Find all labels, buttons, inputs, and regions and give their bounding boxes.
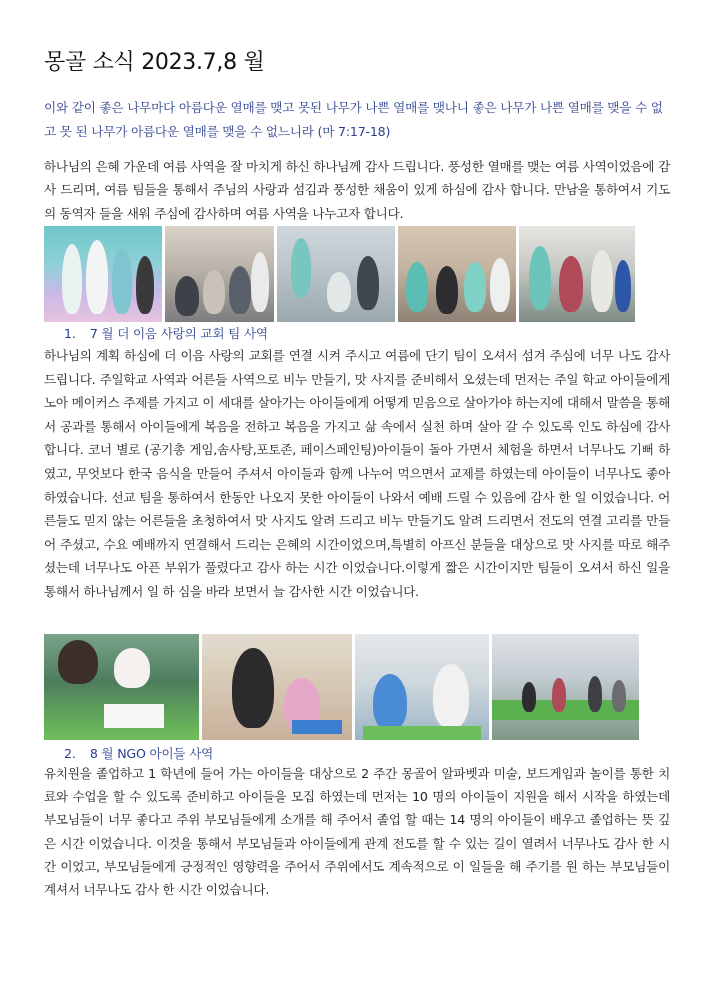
intro-paragraph: 하나님의 은혜 가운데 여름 사역을 잘 마치게 하신 하나님께 감사 드립니다. 풍성한 열매를 맺는 여름 사역이었음에 감사 드리며, 여름 팀들을 통해서 주님의 사랑과 섬김과 풍성한 채움이 있게 하심에 감사 합니다. 만남을 통하여서 기도의 동역자 들을 새워 주심에 감사하며 여름 사역을 나누고자 합니다. (44, 159, 670, 221)
section-body-ngo: 유치원을 졸업하고 1 학년에 들어 가는 아이들을 대상으로 2 주간 몽골어 알파벳과 미술, 보드게임과 놀이를 통한 치료와 수업을 할 수 있도록 준비하고 아이들을 모집 하였는데 먼저는 10 명의 아이들이 지원을 해서 시작을 하였는데 부모님들이 너무 좋다고 주위 부모님들에게 소개를 해 주어서 졸업 할 때는 14 명의 아이들이 배우고 졸업하는 뜻 깊은 시간 이었습니다. 이것을 통해서 부모님들과 아이들에게 관계 전도를 할 수 있는 길이 열려서 너무나도 감사 한 시간 이었고, 부모님들에게 긍정적인 영향력을 주어서 주위에서도 계속적으로 이 일들을 해 주기를 원 하는 부모님들이 계셔서 너무나도 감사 한 시간 이었습니다. (44, 766, 670, 898)
section-heading-summer-team (64, 323, 268, 342)
section-number: 2. (64, 746, 76, 761)
section-title: 8 월 NGO 아이들 사역 (89, 746, 214, 761)
photo-children-class (355, 634, 489, 740)
photo-children-group (44, 226, 162, 322)
photo-classroom-worship (165, 226, 274, 322)
photo-teacher-with-children (202, 634, 352, 740)
ngo-children-photo-row (44, 634, 639, 740)
section-heading-ngo (64, 743, 213, 762)
scripture-verse: 이와 같이 좋은 나무마다 아름다운 열매를 맺고 못된 나무가 나쁜 열매를 맺나니 좋은 나무가 나쁜 열매를 맺을 수 없고 못 된 나무가 아름다운 열매를 맺을 수 없느니라 (마 7:17-18) (44, 100, 663, 139)
section-title: 7 월 더 이음 사랑의 교회 팀 사역 (89, 326, 268, 341)
page-title: 몽골 소식 2023.7,8 월 (44, 50, 265, 75)
photo-graduation-gathering (492, 634, 639, 740)
photo-circle-meeting (398, 226, 516, 322)
section-number: 1. (64, 326, 76, 341)
photo-adults-massage (519, 226, 635, 322)
photo-children-art-table (44, 634, 199, 740)
section-body-summer-team: 하나님의 계획 하심에 더 이음 사랑의 교회를 연결 시켜 주시고 여름에 단기 팀이 오셔서 섬겨 주심에 너무 나도 감사 드립니다. 주일학교 사역과 어른들 사역으로 비누 만들기, 맛 사지를 준비해서 오셨는데 먼저는 주일 학교 아이들에게 노아 메이커스 주제를 가지고 이 세대를 살아가는 아이들에게 어떻게 믿음으로 살아가야 하는지에 대해서 말씀을 통해서 공과를 통해서 아이들에게 복음을 전하고 복음을 가지고 삶 속에서 실천 하며 살아 갈 수 있도록 인도 하심에 감사 합니다. 코너 별로 (공기총 게임,솜사탕,포토존, 페이스페인팅)아이들이 돌아 가면서 체험을 하면서 너무나도 기뻐 하였고, 무엇보다 한국 음식을 만들어 주셔서 아이들과 함께 나누어 먹으면서 교제를 하였는데 아이들이 너무나도 좋아 하였습니다. 선교 팀을 통하여서 한동안 나오지 못한 아이들이 나와서 예배 드릴 수 있음에 감사 한 일 이었습니다. 어른들도 믿지 않는 어른들을 초청하여서 맛 사지도 알려 드리고 비누 만들기도 알려 드리면서 전도의 연결 고리를 만들어 주셨고, 수요 예배까지 연결해서 드리는 은혜의 시간이었으며,특별히 아프신 분들을 대상으로 맛 사지를 따로 해주셨는데 너무나도 아픈 부위가 풀렸다고 감사 하는 시간 이었습니다.이렇게 짧은 시간이지만 팀들이 오셔서 하신 일을 통해서 하나님께서 일 하 심을 바라 보면서 늘 감사한 시간 이었습니다. (44, 348, 670, 599)
photo-floor-activity (277, 226, 395, 322)
summer-team-photo-row (44, 226, 635, 322)
